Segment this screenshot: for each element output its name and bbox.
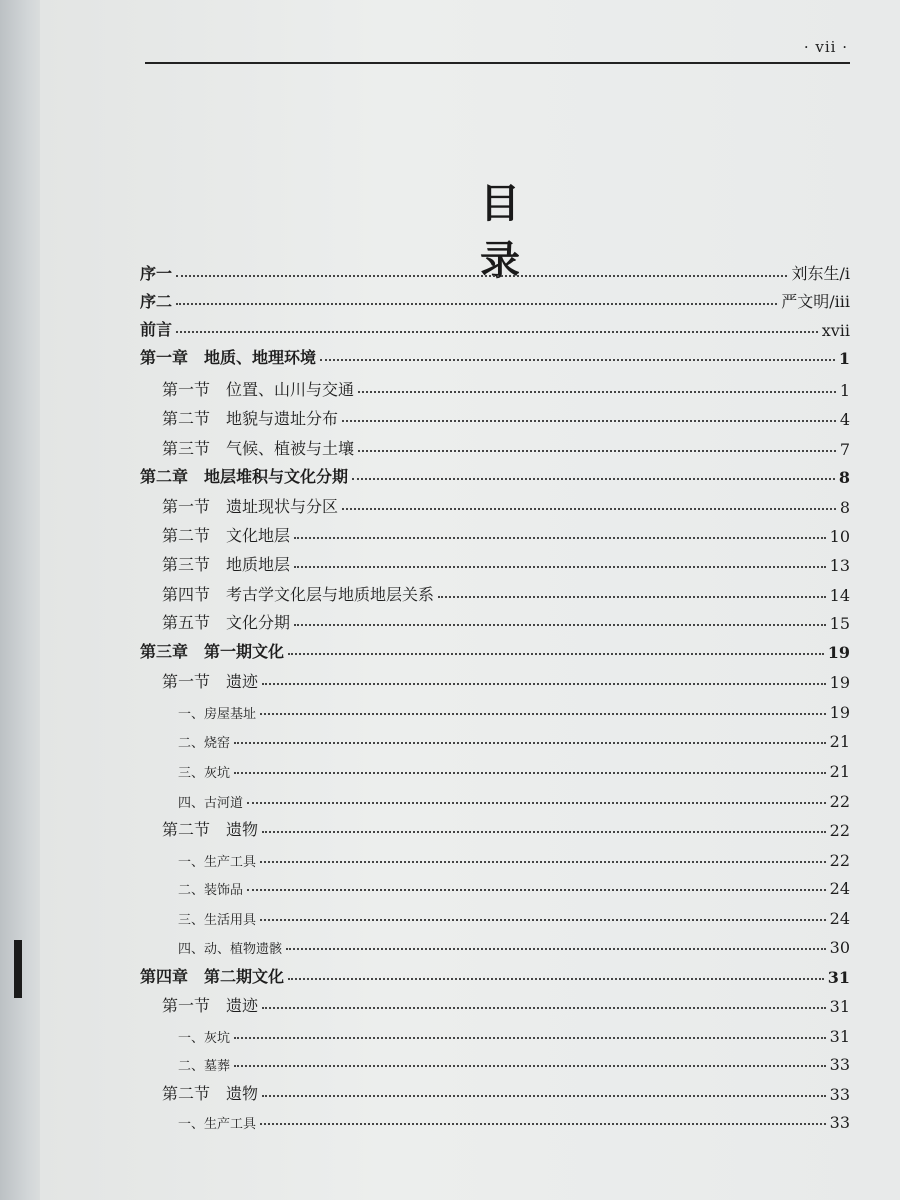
dot-leader bbox=[176, 331, 818, 333]
toc-entry-page: xvii bbox=[821, 321, 850, 340]
toc-entry bbox=[140, 785, 850, 811]
toc-entry-label: 第二节 遗物 bbox=[162, 1084, 259, 1103]
toc-entry-label: 一、灰坑 bbox=[178, 1031, 231, 1046]
toc-entry bbox=[140, 931, 850, 957]
toc-entry bbox=[140, 961, 850, 987]
toc-entry-label: 第一节 遗址现状与分区 bbox=[162, 497, 339, 516]
toc-entry-page: 33 bbox=[829, 1113, 850, 1132]
dot-leader bbox=[262, 831, 826, 833]
dot-leader bbox=[260, 1123, 826, 1125]
toc-entry bbox=[140, 520, 850, 546]
toc-entry-label: 第三节 气候、植被与土壤 bbox=[162, 439, 355, 458]
dot-leader bbox=[294, 624, 826, 626]
page-gutter bbox=[0, 0, 40, 1200]
toc-entry bbox=[140, 755, 850, 781]
toc-entry bbox=[140, 844, 850, 870]
toc-entry bbox=[140, 1078, 850, 1104]
dot-leader bbox=[176, 303, 777, 305]
header-rule bbox=[145, 62, 850, 64]
toc-entry bbox=[140, 461, 850, 487]
toc-entry-label: 一、房屋基址 bbox=[178, 707, 257, 722]
toc-entry-label: 一、生产工具 bbox=[178, 1117, 257, 1132]
toc-entry bbox=[140, 314, 850, 340]
toc-entry bbox=[140, 814, 850, 840]
toc-entry-page: 21 bbox=[829, 732, 850, 751]
toc-entry bbox=[140, 666, 850, 692]
toc-entry bbox=[140, 433, 850, 459]
toc-entry bbox=[140, 1020, 850, 1046]
toc-entry bbox=[140, 258, 850, 284]
dot-leader bbox=[288, 653, 824, 655]
toc-entry-label: 二、装饰品 bbox=[178, 883, 244, 898]
dot-leader bbox=[438, 596, 826, 598]
binding-mark bbox=[14, 940, 22, 998]
toc-entry-label: 第三节 地质地层 bbox=[162, 555, 291, 574]
dot-leader bbox=[320, 359, 835, 361]
toc-entry-label: 二、墓葬 bbox=[178, 1059, 231, 1074]
dot-leader bbox=[176, 275, 787, 277]
dot-leader bbox=[358, 391, 836, 393]
dot-leader bbox=[234, 1065, 826, 1067]
dot-leader bbox=[234, 1037, 826, 1039]
toc-entry-label: 第四章 第二期文化 bbox=[140, 967, 285, 986]
toc-entry-page: 15 bbox=[829, 614, 850, 633]
toc-entry bbox=[140, 872, 850, 898]
toc-entry bbox=[140, 1048, 850, 1074]
toc-entry bbox=[140, 374, 850, 400]
toc-entry-page: 22 bbox=[829, 851, 850, 870]
toc-entry-label: 第二节 遗物 bbox=[162, 820, 259, 839]
toc-entry-page: 1 bbox=[839, 381, 850, 400]
dot-leader bbox=[342, 508, 836, 510]
toc-entry bbox=[140, 1106, 850, 1132]
toc-entry-page: 19 bbox=[829, 703, 850, 722]
dot-leader bbox=[294, 566, 826, 568]
toc-entry-page: 31 bbox=[827, 968, 850, 987]
toc-entry-page: 22 bbox=[829, 792, 850, 811]
toc-entry bbox=[140, 286, 850, 312]
toc-entry-label: 前言 bbox=[140, 320, 173, 339]
toc-entry-page: 19 bbox=[829, 673, 850, 692]
dot-leader bbox=[260, 861, 826, 863]
dot-leader bbox=[286, 948, 826, 950]
dot-leader bbox=[260, 919, 826, 921]
toc-entry-page: 31 bbox=[829, 997, 850, 1016]
toc-entry bbox=[140, 696, 850, 722]
toc-entry bbox=[140, 342, 850, 368]
toc-entry-page: 刘东生/i bbox=[791, 264, 850, 283]
toc-entry-label: 第四节 考古学文化层与地质地层关系 bbox=[162, 585, 435, 604]
toc-entry bbox=[140, 725, 850, 751]
toc-entry-page: 24 bbox=[829, 879, 850, 898]
toc-entry-page: 30 bbox=[829, 938, 850, 957]
toc-entry-page: 10 bbox=[829, 527, 850, 546]
toc-entry-page: 21 bbox=[829, 762, 850, 781]
toc-entry-page: 19 bbox=[827, 643, 850, 662]
page-number: · vii · bbox=[803, 38, 848, 56]
dot-leader bbox=[262, 1007, 826, 1009]
toc-entry-page: 1 bbox=[838, 349, 850, 368]
toc-entry-label: 序一 bbox=[140, 264, 173, 283]
toc-entry bbox=[140, 902, 850, 928]
toc-entry-page: 13 bbox=[829, 556, 850, 575]
dot-leader bbox=[294, 537, 826, 539]
dot-leader bbox=[262, 683, 826, 685]
toc-entry-label: 第一节 遗迹 bbox=[162, 996, 259, 1015]
toc-entry bbox=[140, 549, 850, 575]
dot-leader bbox=[342, 420, 836, 422]
toc-entry-label: 三、灰坑 bbox=[178, 766, 231, 781]
toc-entry-label: 第二节 文化地层 bbox=[162, 526, 291, 545]
toc-entry-label: 二、烧窑 bbox=[178, 736, 231, 751]
toc-entry-label: 第一章 地质、地理环境 bbox=[140, 348, 317, 367]
toc-entry-label: 第五节 文化分期 bbox=[162, 613, 291, 632]
toc-entry-page: 33 bbox=[829, 1085, 850, 1104]
toc-entry-page: 严文明/iii bbox=[781, 292, 850, 311]
toc-entry-label: 四、动、植物遗骸 bbox=[178, 942, 283, 957]
toc-entry bbox=[140, 636, 850, 662]
toc-entry-page: 14 bbox=[829, 586, 850, 605]
dot-leader bbox=[247, 802, 826, 804]
toc-entry-label: 序二 bbox=[140, 292, 173, 311]
toc-entry-label: 四、古河道 bbox=[178, 796, 244, 811]
toc-entry-page: 22 bbox=[829, 821, 850, 840]
toc-entry-label: 三、生活用具 bbox=[178, 913, 257, 928]
toc-entry-page: 24 bbox=[829, 909, 850, 928]
toc-entry bbox=[140, 579, 850, 605]
toc-entry-label: 第二节 地貌与遗址分布 bbox=[162, 409, 339, 428]
toc-entry-label: 第三章 第一期文化 bbox=[140, 642, 285, 661]
toc-entry-page: 4 bbox=[839, 410, 850, 429]
toc-entry-page: 33 bbox=[829, 1055, 850, 1074]
toc-entry-label: 第一节 遗迹 bbox=[162, 672, 259, 691]
toc-entry-page: 8 bbox=[839, 498, 850, 517]
dot-leader bbox=[234, 742, 826, 744]
toc-entry bbox=[140, 990, 850, 1016]
toc-entry-label: 第一节 位置、山川与交通 bbox=[162, 380, 355, 399]
toc-entry bbox=[140, 607, 850, 633]
toc-entry-label: 一、生产工具 bbox=[178, 855, 257, 870]
dot-leader bbox=[358, 450, 836, 452]
toc-entry-label: 第二章 地层堆积与文化分期 bbox=[140, 467, 349, 486]
toc-entry-page: 31 bbox=[829, 1027, 850, 1046]
toc-entry-page: 8 bbox=[838, 468, 850, 487]
toc-entry-page: 7 bbox=[839, 440, 850, 459]
dot-leader bbox=[288, 978, 824, 980]
toc-entry bbox=[140, 491, 850, 517]
dot-leader bbox=[234, 772, 826, 774]
dot-leader bbox=[352, 478, 835, 480]
dot-leader bbox=[260, 713, 826, 715]
page-title: 目录 bbox=[480, 181, 578, 284]
dot-leader bbox=[262, 1095, 826, 1097]
toc-entry bbox=[140, 403, 850, 429]
dot-leader bbox=[247, 889, 826, 891]
